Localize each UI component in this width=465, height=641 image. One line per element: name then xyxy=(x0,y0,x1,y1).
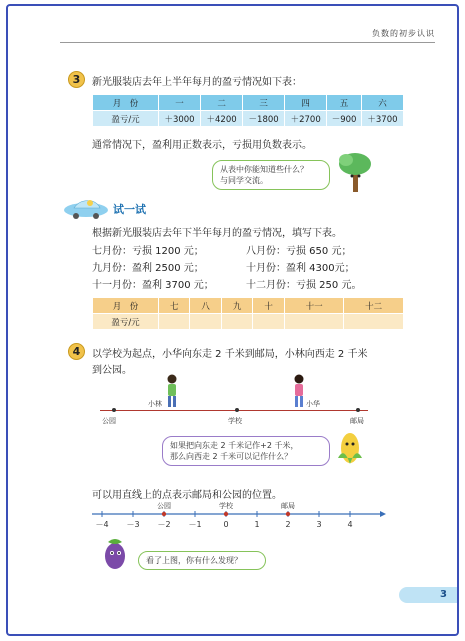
fact-item: 七月份：亏损 1200 元； xyxy=(92,246,204,257)
try-table-answer-cell[interactable] xyxy=(159,314,190,330)
try-table-header-cell: 十二 xyxy=(344,298,404,314)
park-marker xyxy=(112,408,116,412)
try-table-answer-cell[interactable] xyxy=(221,314,252,330)
q3-table-cell: －900 xyxy=(327,111,362,127)
number-line-tick-label: －2 xyxy=(157,520,171,529)
girl-xiaohua-illustration xyxy=(290,374,308,408)
number-line-label-post: 邮局 xyxy=(281,502,295,510)
q3-table xyxy=(92,94,404,127)
map-road xyxy=(100,410,368,411)
school-marker xyxy=(235,408,239,412)
q3-speech-bubble xyxy=(212,160,330,190)
number-line-tick-label: －1 xyxy=(188,520,202,529)
fact-item: 十二月份：亏损 250 元。 xyxy=(246,280,362,291)
q3-text: 新光服装店去年上半年每月的盈亏情况如下表： xyxy=(92,77,302,88)
try-table-header-cell: 十一 xyxy=(284,298,344,314)
corn-character-illustration xyxy=(334,428,366,468)
q3-table-cell: ＋2700 xyxy=(285,111,327,127)
q3-table-header-cell: 六 xyxy=(361,95,403,111)
try-table-header-cell: 月 份 xyxy=(93,298,159,314)
try-table-answer-cell[interactable] xyxy=(190,314,221,330)
try-table-header-cell: 八 xyxy=(190,298,221,314)
number-line-label-school: 学校 xyxy=(219,502,233,510)
number-line-tick-label: 2 xyxy=(285,520,291,529)
q3-table-header-cell: 月 份 xyxy=(93,95,159,111)
try-table-header-cell: 十 xyxy=(253,298,284,314)
try-text: 根据新光服装店去年下半年每月的盈亏情况，填写下表。 xyxy=(92,228,342,239)
bubble-line: 与同学交流。 xyxy=(220,176,268,185)
try-table-answer-cell[interactable] xyxy=(284,314,344,330)
map-school-label: 学校 xyxy=(228,417,242,425)
number-line-arrow xyxy=(380,511,386,517)
number-line-tick-label: －4 xyxy=(95,520,109,529)
try-table-answer-cell[interactable] xyxy=(253,314,284,330)
q3-table-cell: －1800 xyxy=(243,111,285,127)
number-line-tick-label: 4 xyxy=(347,520,353,529)
q4-speech-bubble-2: 看了上图，你有什么发现？ xyxy=(138,551,266,570)
map-post-label: 邮局 xyxy=(350,417,364,425)
bubble-line: 那么向西走 2 千米可以记作什么？ xyxy=(170,452,293,461)
post-marker xyxy=(356,408,360,412)
q3-table-header-cell: 五 xyxy=(327,95,362,111)
map-xiaohua-label: 小华 xyxy=(306,400,320,408)
tree-character-illustration xyxy=(334,150,378,196)
q3-table-cell: ＋3700 xyxy=(361,111,403,127)
map-park-label: 公园 xyxy=(102,417,116,425)
fact-item: 十月份：盈利 4300元； xyxy=(246,263,355,274)
q3-table-cell: ＋3000 xyxy=(159,111,201,127)
q4-text-line1: 以学校为起点，小华向东走 2 千米到邮局，小林向西走 2 千米 xyxy=(92,349,368,360)
chapter-title: 负数的初步认识 xyxy=(372,29,435,38)
q4-text-line2: 到公园。 xyxy=(92,365,132,376)
question-number-3: 3 xyxy=(68,71,85,88)
page-number: 3 xyxy=(399,587,457,603)
bubble-line: 从表中你能知道些什么？ xyxy=(220,165,308,174)
q4-speech-bubble xyxy=(162,436,330,466)
q3-table-header-cell: 二 xyxy=(201,95,243,111)
boy-xiaolin-illustration xyxy=(163,374,181,408)
question-number-4: 4 xyxy=(68,343,85,360)
header-divider xyxy=(60,42,435,43)
q4-note: 可以用直线上的点表示邮局和公园的位置。 xyxy=(92,490,282,501)
q3-table-header-cell: 四 xyxy=(285,95,327,111)
fact-item: 十一月份：盈利 3700 元； xyxy=(92,280,214,291)
q3-table-cell: ＋4200 xyxy=(201,111,243,127)
number-line xyxy=(88,500,388,536)
try-table-header-cell: 七 xyxy=(159,298,190,314)
q3-table-header-cell: 一 xyxy=(159,95,201,111)
try-table xyxy=(92,297,404,330)
number-line-point-post xyxy=(286,512,290,516)
number-line-label-park: 公园 xyxy=(157,502,171,510)
q3-table-cell: 盈亏/元 xyxy=(93,111,159,127)
try-section-title: 试一试 xyxy=(113,203,146,216)
eggplant-character-illustration xyxy=(98,532,132,572)
fact-item: 九月份：盈利 2500 元； xyxy=(92,263,204,274)
fact-item: 八月份：亏损 650 元； xyxy=(246,246,352,257)
bubble-line: 如果把向东走 2 千米记作+2 千米， xyxy=(170,441,299,450)
try-table-answer-cell[interactable] xyxy=(344,314,404,330)
try-table-header-cell: 九 xyxy=(221,298,252,314)
number-line-tick-label: 3 xyxy=(316,520,322,529)
number-line-point-school xyxy=(224,512,228,516)
number-line-tick-label: 1 xyxy=(254,520,260,529)
number-line-tick-label: 0 xyxy=(223,520,229,529)
try-table-cell: 盈亏/元 xyxy=(93,314,159,330)
q3-note: 通常情况下，盈利用正数表示，亏损用负数表示。 xyxy=(92,140,312,151)
map-xiaolin-label: 小林 xyxy=(148,400,162,408)
car-icon xyxy=(62,197,110,219)
q3-table-header-cell: 三 xyxy=(243,95,285,111)
number-line-tick-label: －3 xyxy=(126,520,140,529)
number-line-point-park xyxy=(162,512,166,516)
